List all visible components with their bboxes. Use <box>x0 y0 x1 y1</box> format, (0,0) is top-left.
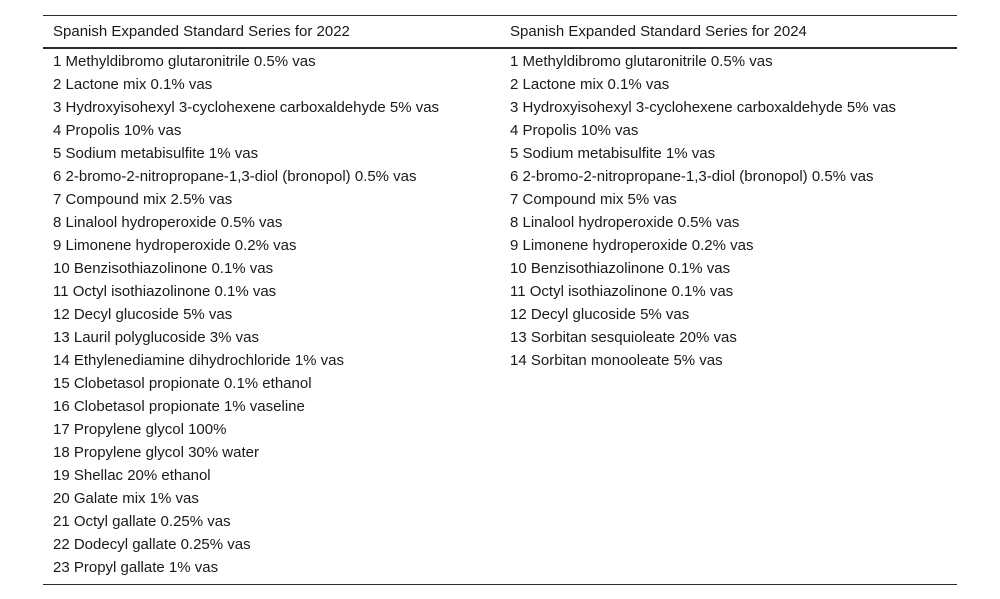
table-cell-allergen: 6 2-bromo-2-nitropropane-1,3-diol (bronopol) 0.5% vas <box>53 168 417 185</box>
table-cell-allergen: 14 Ethylenediamine dihydrochloride 1% vas <box>53 352 345 369</box>
table-header-row <box>43 16 957 49</box>
table-cell-allergen: 8 Linalool hydroperoxide 0.5% vas <box>510 214 740 231</box>
column-2022 <box>43 50 500 579</box>
allergen-list-2022 <box>53 50 500 579</box>
table-cell-allergen: 12 Decyl glucoside 5% vas <box>53 306 233 323</box>
column-2024 <box>500 50 957 579</box>
table-cell-allergen: 1 Methyldibromo glutaronitrile 0.5% vas <box>53 53 316 70</box>
table-cell-allergen: 2 Lactone mix 0.1% vas <box>53 76 213 93</box>
table-cell-allergen: 6 2-bromo-2-nitropropane-1,3-diol (bronopol) 0.5% vas <box>510 168 874 185</box>
table-cell-allergen: 4 Propolis 10% vas <box>510 122 639 139</box>
table-cell-allergen: 23 Propyl gallate 1% vas <box>53 559 219 576</box>
table-cell-allergen: 5 Sodium metabisulfite 1% vas <box>53 145 259 162</box>
header-2022: Spanish Expanded Standard Series for 2022 <box>53 23 350 40</box>
table-cell-allergen: 9 Limonene hydroperoxide 0.2% vas <box>510 237 754 254</box>
allergen-list-2024 <box>510 50 957 372</box>
header-2024: Spanish Expanded Standard Series for 2024 <box>510 23 807 40</box>
table-body <box>43 49 957 585</box>
table-cell-allergen: 9 Limonene hydroperoxide 0.2% vas <box>53 237 297 254</box>
table-cell-allergen: 7 Compound mix 5% vas <box>510 191 677 208</box>
table-cell-allergen: 18 Propylene glycol 30% water <box>53 444 259 461</box>
table-cell-allergen: 10 Benzisothiazolinone 0.1% vas <box>510 260 731 277</box>
table-cell-allergen: 10 Benzisothiazolinone 0.1% vas <box>53 260 274 277</box>
table-cell-allergen: 20 Galate mix 1% vas <box>53 490 199 507</box>
table-cell-allergen: 13 Sorbitan sesquioleate 20% vas <box>510 329 737 346</box>
comparison-table <box>43 15 957 585</box>
table-cell-allergen: 11 Octyl isothiazolinone 0.1% vas <box>53 283 277 300</box>
table-cell-allergen: 14 Sorbitan monooleate 5% vas <box>510 352 723 369</box>
table-cell-allergen: 22 Dodecyl gallate 0.25% vas <box>53 536 251 553</box>
table-cell-allergen: 15 Clobetasol propionate 0.1% ethanol <box>53 375 312 392</box>
table-cell-allergen: 13 Lauril polyglucoside 3% vas <box>53 329 259 346</box>
table-cell-allergen: 19 Shellac 20% ethanol <box>53 467 211 484</box>
table-cell-allergen: 12 Decyl glucoside 5% vas <box>510 306 690 323</box>
table-cell-allergen: 7 Compound mix 2.5% vas <box>53 191 233 208</box>
table-cell-allergen: 3 Hydroxyisohexyl 3-cyclohexene carboxaldehyde 5% vas <box>53 99 440 116</box>
table-cell-allergen: 2 Lactone mix 0.1% vas <box>510 76 670 93</box>
table-cell-allergen: 3 Hydroxyisohexyl 3-cyclohexene carboxaldehyde 5% vas <box>510 99 897 116</box>
table-cell-allergen: 11 Octyl isothiazolinone 0.1% vas <box>510 283 734 300</box>
table-cell-allergen: 21 Octyl gallate 0.25% vas <box>53 513 231 530</box>
table-cell-allergen: 16 Clobetasol propionate 1% vaseline <box>53 398 305 415</box>
table-cell-allergen: 4 Propolis 10% vas <box>53 122 182 139</box>
table-cell-allergen: 8 Linalool hydroperoxide 0.5% vas <box>53 214 283 231</box>
table-cell-allergen: 17 Propylene glycol 100% <box>53 421 227 438</box>
table-cell-allergen: 1 Methyldibromo glutaronitrile 0.5% vas <box>510 53 773 70</box>
table-cell-allergen: 5 Sodium metabisulfite 1% vas <box>510 145 716 162</box>
